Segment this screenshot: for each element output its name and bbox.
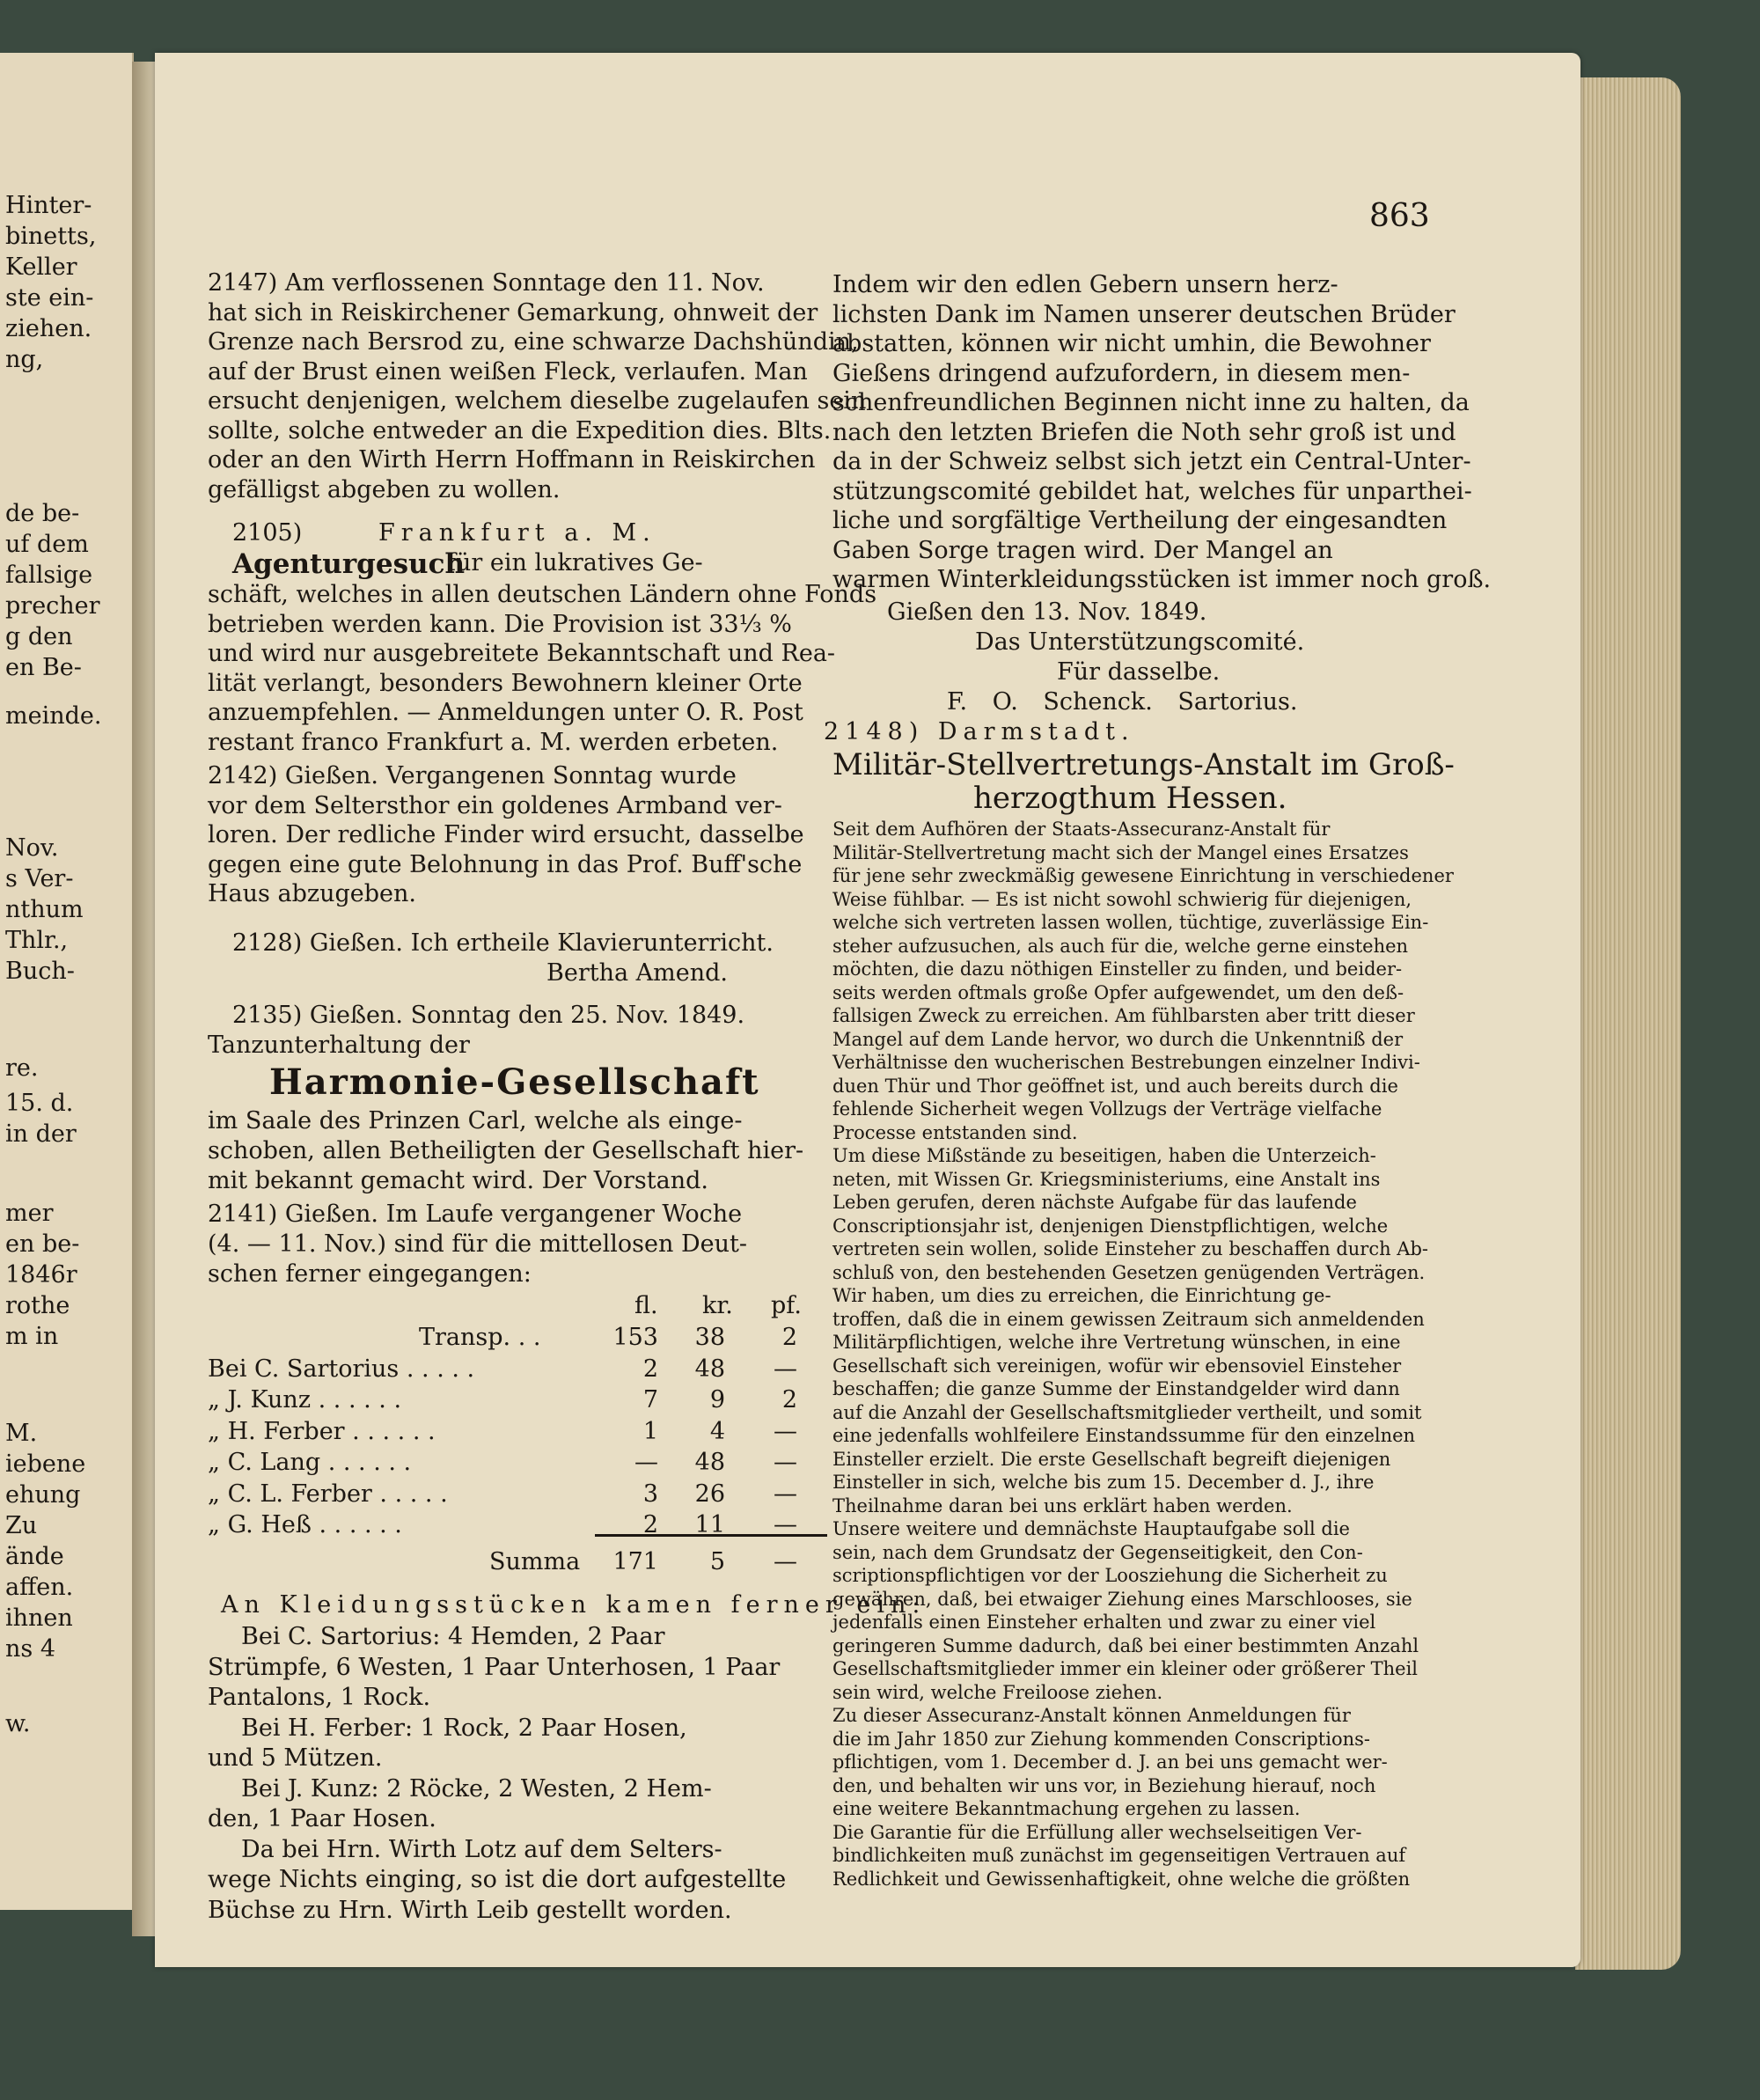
thanks-line: warmen Winterkleidungsstücken ist immer noch groß. [832,566,1492,593]
notice-2105-line: lität verlangt, besonders Bewohnern kleiner Orte [208,669,803,697]
left-page-fragment-line: ng, [5,346,44,373]
left-page-fragment-line: fallsige [5,562,93,589]
notice-2142-line: vor dem Seltersthor ein goldenes Armband ver- [208,791,782,819]
left-page-fragment-line: ziehen. [5,315,92,342]
notice-2148-line: Redlichkeit und Gewissenhaftigkeit, ohne welche die größten [832,1868,1411,1890]
table-cell-pf: 2 [781,1386,797,1413]
thanks-fuer: Für dasselbe. [1057,658,1221,686]
table-cell-fl: — [634,1449,658,1476]
notice-2148-line: fallsigen Zweck zu erreichen. Am fühlbarsten aber tritt dieser [832,1005,1415,1026]
notice-2148-line: Weise fühlbar. — Es ist nicht sowohl schwierig für diejenigen, [832,888,1412,910]
clothing-line: und 5 Mützen. [208,1744,383,1772]
notice-2148-line: Unsere weitere und demnächste Hauptaufgabe soll die [832,1518,1350,1539]
table-cell-fl: 1 [642,1417,658,1445]
table-cell-pf: — [774,1511,797,1538]
notice-2147-line: hat sich in Reiskirchener Gemarkung, ohnweit der [208,298,818,327]
left-page-fragment-line: meinde. [5,702,102,730]
thanks-date: Gießen den 13. Nov. 1849. [887,598,1207,626]
notice-2148-line: Um diese Mißstände zu beseitigen, haben die Unterzeich- [832,1145,1376,1166]
page-863 [155,53,1580,1967]
table-row-label: „ C. L. Ferber . . . . . [208,1480,448,1508]
thanks-line: da in der Schweiz selbst sich jetzt ein Central-Unter- [832,448,1471,475]
clothing-line: Pantalons, 1 Rock. [208,1684,431,1711]
table-row-label: „ C. Lang . . . . . . [208,1449,412,1476]
notice-2148-line: scriptionspflichtigen vor der Loosziehung die Sicherheit zu [832,1565,1388,1586]
table-cell-kr: 9 [709,1386,725,1413]
notice-2148-line: geringeren Summe dadurch, daß bei einer bestimmten Anzahl [832,1634,1419,1656]
table-cell-fl: 153 [612,1324,658,1351]
notice-2105-number: 2105) [232,519,303,547]
notice-2148-line: welche sich vertreten lassen wollen, tüchtige, zuverlässige Ein- [832,912,1429,933]
notice-2135-line2: Tanzunterhaltung der [208,1032,470,1059]
notice-2148-line: Militärpflichtigen, welche ihre Vertretung wünschen, in eine [832,1332,1401,1353]
notice-2148-line: Gesellschaft sich vereinigen, wofür wir ebensoviel Einsteher [832,1355,1402,1377]
thanks-signers: F. O. Schenck. Sartorius. [947,688,1298,716]
notice-2148-line: Verhältnisse den wucherischen Bestrebungen einzelner Indivi- [832,1052,1420,1073]
notice-2148-line: möchten, die dazu nöthigen Einsteller zu finden, und beider- [832,958,1403,980]
notice-2148-line: jedenfalls einen Einsteher erhalten und zwar zu einer viel [832,1612,1376,1633]
left-page-fragment-line: Buch- [5,958,75,985]
table-row-label: Bei C. Sartorius . . . . . [208,1355,475,1383]
table-cell-kr: 5 [709,1547,725,1575]
notice-2148-line: für jene sehr zweckmäßig gewesene Einrichtung in verschiedener [832,865,1454,886]
notice-2148-line: Gesellschaftsmitglieder immer ein kleiner oder größerer Theil [832,1658,1419,1679]
left-page-fragment-line: m in [5,1323,59,1350]
left-page-fragment-line: ände [5,1543,64,1570]
left-page-fragment-line: precher [5,592,100,620]
clothing-line: Bei H. Ferber: 1 Rock, 2 Paar Hosen, [241,1714,687,1742]
thanks-line: Gießens dringend aufzufordern, in diesem men- [832,359,1411,387]
left-page-fragment-line: uf dem [5,531,89,558]
notice-2148-line: Leben gerufen, deren nächste Aufgabe für das laufende [832,1192,1357,1213]
left-page-fragment-line: 1846r [5,1261,77,1289]
notice-2147-line: sollte, solche entweder an die Expedition dies. Blts. [208,416,832,444]
left-page-fragment-line: ihnen [5,1604,73,1632]
notice-2105-line: und wird nur ausgebreitete Bekanntschaft und Rea- [208,640,836,667]
clothing-line: den, 1 Paar Hosen. [208,1805,436,1832]
notice-2147-line: gefälligst abgeben zu wollen. [208,475,561,503]
table-header: pf. [771,1292,802,1319]
notice-2148-line: Militär-Stellvertretung macht sich der Mangel eines Ersatzes [832,841,1409,863]
notice-2148-line: Einsteller in sich, welche bis zum 15. December d. J., ihre [832,1472,1375,1493]
clothing-line: Büchse zu Hrn. Wirth Leib gestellt worden. [208,1896,732,1924]
thanks-line: liche und sorgfältige Vertheilung der eingesandten [832,507,1448,534]
clothing-line: Bei J. Kunz: 2 Röcke, 2 Westen, 2 Hem- [241,1774,712,1803]
notice-2148-line: Mangel auf dem Lande hervor, wo durch die Unkenntniß der [832,1028,1404,1050]
notice-2147-line: Grenze nach Bersrod zu, eine schwarze Dachshündin, [208,328,859,356]
left-page-fragment-line: de be- [5,500,80,527]
notice-2148-line: Seit dem Aufhören der Staats-Assecuranz-Anstalt für [832,819,1331,840]
left-page-fragment-line: w. [5,1710,31,1737]
table-cell-pf: — [774,1417,797,1445]
notice-2141-line: 2141) Gießen. Im Laufe vergangener Woche [208,1201,743,1228]
notice-2148-head: 2148) Darmstadt. [824,718,1135,745]
left-page-fragment-line: 15. d. [5,1090,74,1117]
table-header: kr. [702,1292,733,1319]
left-page-fragment-line: Thlr., [5,927,69,954]
notice-2148-line: auf die Anzahl der Gesellschaftsmitglieder vertheilt, und somit [832,1401,1422,1423]
table-cell-pf: 2 [781,1324,797,1351]
notice-2147-line: 2147) Am verflossenen Sonntage den 11. Nov. [208,269,765,297]
left-page-fragment-line: Zu [5,1512,38,1539]
clothing-heading: An Kleidungsstücken kamen ferner ein: [221,1591,927,1619]
notice-2135-title: Harmonie-Gesellschaft [269,1061,760,1103]
left-page-fragment-line: mer [5,1200,54,1227]
left-page-fragment-line: ste ein- [5,284,94,312]
left-page-fragment-line: re. [5,1054,39,1082]
notice-2148-line: schluß von, den bestehenden Gesetzen genügenden Verträgen. [832,1261,1426,1283]
table-cell-fl: 3 [642,1480,658,1508]
notice-2148-line: sein, nach dem Grundsatz der Gegenseitigkeit, den Con- [832,1541,1363,1563]
notice-2148-line: sein wird, welche Freiloose ziehen. [832,1681,1163,1703]
table-cell-fl: 2 [642,1511,658,1538]
left-page-fragment-line: s Ver- [5,865,74,892]
notice-2148-line: vertreten sein wollen, solide Einsteher zu beschaffen durch Ab- [832,1238,1428,1259]
left-page-fragment-line: Keller [5,253,77,281]
notice-2148-line: fehlende Sicherheit wegen Vollzugs der Verträge vielfache [832,1098,1382,1120]
notice-2148-line: bindlichkeiten muß zunächst im gegenseitigen Vertrauen auf [832,1845,1406,1866]
table-row-label: „ H. Ferber . . . . . . [208,1417,436,1445]
table-cell-kr: 48 [694,1355,725,1383]
notice-2141-line: (4. — 11. Nov.) sind für die mittellosen Deut- [208,1230,747,1258]
notice-2147-line: oder an den Wirth Herrn Hoffmann in Reiskirchen [208,446,816,474]
left-page-fragment-line: en be- [5,1230,80,1258]
left-page-fragment-line: affen. [5,1574,74,1601]
notice-2148-line: eine weitere Bekanntmachung ergehen zu lassen. [832,1798,1301,1819]
left-page-fragment-line: en Be- [5,654,82,681]
notice-2105-first-line: für ein lukratives Ge- [447,549,703,576]
notice-2148-line: Die Garantie für die Erfüllung aller wechselseitigen Ver- [832,1821,1362,1843]
table-row-label: „ G. Heß . . . . . . [208,1511,402,1538]
table-cell-pf: — [774,1480,797,1508]
clothing-line: Strümpfe, 6 Westen, 1 Paar Unterhosen, 1 Paar [208,1653,781,1681]
notice-2147-line: auf der Brust einen weißen Fleck, verlaufen. Man [208,357,808,385]
left-page-fragment-line: g den [5,623,73,650]
table-header: fl. [634,1292,658,1319]
notice-2142-line: 2142) Gießen. Vergangenen Sonntag wurde [208,762,737,789]
thanks-line: stützungscomité gebildet hat, welches für unparthei- [832,477,1472,505]
notice-2142-line: gegen eine gute Belohnung in das Prof. Buff'sche [208,850,803,878]
left-page-fragment-line: rothe [5,1292,70,1319]
table-cell-pf: — [774,1547,797,1575]
thanks-line: abstatten, können wir nicht umhin, die Bewohner [832,330,1431,357]
clothing-line: Da bei Hrn. Wirth Lotz auf dem Selters- [241,1835,722,1863]
notice-2105-heading: Agenturgesuch [232,548,465,580]
notice-2148-line: Conscriptionsjahr ist, denjenigen Dienstpflichtigen, welche [832,1215,1389,1237]
thanks-line: schenfreundlichen Beginnen nicht inne zu halten, da [832,389,1470,416]
notice-2148-line: Zu dieser Assecuranz-Anstalt können Anmeldungen für [832,1705,1351,1726]
notice-2105-line: anzuempfehlen. — Anmeldungen unter O. R. Post [208,699,803,726]
notice-2148-line: pflichtigen, vom 1. December d. J. an bei uns gemacht wer- [832,1751,1388,1773]
table-cell-kr: 4 [709,1417,725,1445]
left-page-fragment-line: ns 4 [5,1635,56,1663]
left-page-fragment [0,53,134,1910]
notice-2135-line: mit bekannt gemacht wird. Der Vorstand. [208,1167,708,1194]
table-cell-kr: 48 [694,1449,725,1476]
table-cell-fl: 171 [612,1547,658,1575]
table-cell-pf: — [774,1355,797,1383]
page-edges [1575,77,1681,1970]
thanks-line: nach den letzten Briefen die Noth sehr groß ist und [832,418,1456,446]
table-cell-pf: — [774,1449,797,1476]
notice-2148-line: seits werden oftmals große Opfer aufgewendet, um den deß- [832,981,1404,1003]
thanks-line: Gaben Sorge tragen wird. Der Mangel an [832,536,1333,564]
sum-rule [595,1534,827,1537]
left-page-fragment-line: iebene [5,1450,86,1478]
notice-2148-line: neten, mit Wissen Gr. Kriegsministeriums, eine Anstalt ins [832,1168,1381,1190]
notice-2148-line: die im Jahr 1850 zur Ziehung kommenden Conscriptions- [832,1728,1370,1750]
notice-2105-line: schäft, welches in allen deutschen Ländern ohne Fonds [208,581,877,608]
left-page-fragment-line: nthum [5,896,84,923]
table-sum-label: Summa [489,1547,581,1575]
notice-2135-line1: 2135) Gießen. Sonntag den 25. Nov. 1849. [232,1002,745,1029]
notice-2148-line: steher aufzusuchen, als auch für die, welche gerne einstehen [832,935,1409,957]
notice-2141-line: schen ferner eingegangen: [208,1260,532,1288]
notice-2105-line: restant franco Frankfurt a. M. werden erbeten. [208,728,779,756]
table-cell-fl: 7 [642,1386,658,1413]
table-cell-kr: 11 [694,1511,725,1538]
notice-2147-line: ersucht denjenigen, welchem dieselbe zugelaufen sein [208,387,867,415]
notice-2135-line: im Saale des Prinzen Carl, welche als einge- [208,1107,743,1134]
table-row-label: Transp. . . [419,1324,541,1351]
clothing-line: wege Nichts einging, so ist die dort aufgestellte [208,1866,787,1893]
notice-2148-line: beschaffen; die ganze Summe der Einstandgelder wird dann [832,1378,1400,1399]
table-cell-kr: 38 [694,1324,725,1351]
left-page-fragment-line: in der [5,1120,77,1148]
notice-2135-line: schoben, allen Betheiligten der Gesellschaft hier- [208,1137,804,1164]
notice-2148-line: troffen, daß die in einem gewissen Zeitraum sich anmeldenden [832,1308,1425,1330]
page-number: 863 [1369,198,1430,234]
left-page-fragment-line: M. [5,1420,38,1447]
left-page-fragment-line: ehung [5,1481,81,1509]
notice-2142-line: Haus abzugeben. [208,880,416,907]
notice-2128-line: Bertha Amend. [546,959,728,987]
table-cell-fl: 2 [642,1355,658,1383]
notice-2148-line: eine jedenfalls wohlfeilere Einstandssumme für den einzelnen [832,1425,1416,1446]
notice-2148-title2: herzogthum Hessen. [973,781,1287,816]
left-page-fragment-line: Hinter- [5,192,92,219]
left-page-fragment-line: binetts, [5,223,97,250]
notice-2148-line: Theilnahme daran bei uns erklärt haben werden. [832,1494,1293,1516]
notice-2142-line: loren. Der redliche Finder wird ersucht, dasselbe [208,821,804,848]
thanks-comite: Das Unterstützungscomité. [975,628,1305,656]
notice-2148-line: gewähren, daß, bei etwaiger Ziehung eines Marschlooses, sie [832,1588,1412,1610]
thanks-line: lichsten Dank im Namen unserer deutschen Brüder [832,300,1456,328]
notice-2105-line: betrieben werden kann. Die Provision ist 33⅓ % [208,610,792,638]
notice-2148-line: duen Thür und Thor geöffnet ist, und auch bereits durch die [832,1075,1398,1097]
notice-2148-line: Wir haben, um dies zu erreichen, die Einrichtung ge- [832,1285,1331,1306]
notice-2148-title1: Militär-Stellvertretungs-Anstalt im Groß- [832,747,1455,782]
notice-2148-line: Processe entstanden sind. [832,1121,1078,1143]
left-page-fragment-line: Nov. [5,834,59,862]
thanks-line: Indem wir den edlen Gebern unsern herz- [832,271,1338,298]
clothing-line: Bei C. Sartorius: 4 Hemden, 2 Paar [241,1623,665,1650]
notice-2105-place: Frankfurt a. M. [378,519,656,547]
table-row-label: „ J. Kunz . . . . . . [208,1386,402,1413]
table-cell-kr: 26 [694,1480,725,1508]
notice-2148-line: den, und behalten wir uns vor, in Beziehung hierauf, noch [832,1774,1376,1796]
notice-2148-line: Einsteller erzielt. Die erste Gesellschaft begreift diejenigen [832,1448,1391,1470]
notice-2128-line: 2128) Gießen. Ich ertheile Klavierunterricht. [232,929,774,957]
